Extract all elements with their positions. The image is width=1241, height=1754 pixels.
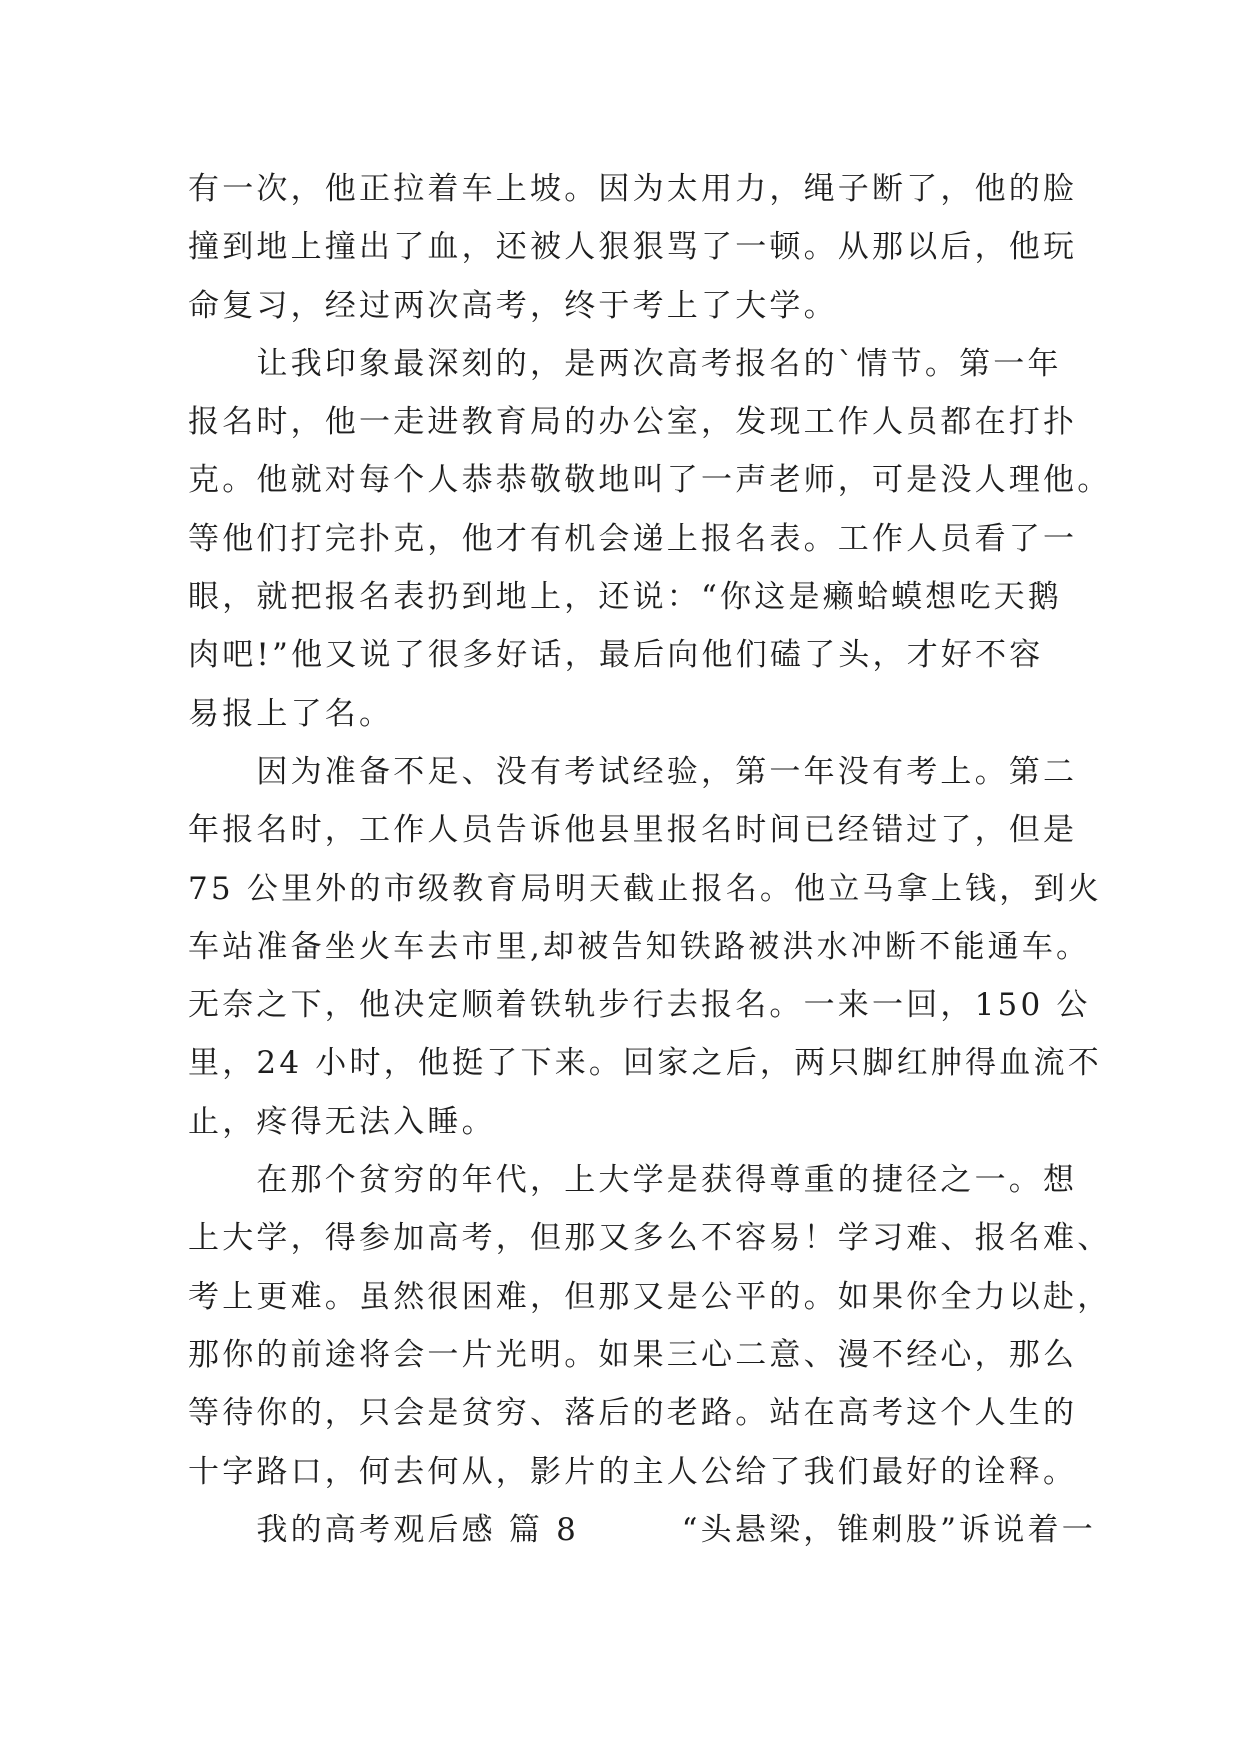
text-line: 那你的前途将会一片光明。如果三心二意、漫不经心，那么: [188, 1336, 1078, 1373]
text-line: 肉吧!”他又说了很多好话，最后向他们磕了头，才好不容: [188, 637, 1044, 674]
text-line: 报名时，他一走进教育局的办公室，发现工作人员都在打扑: [188, 404, 1078, 441]
text-line: 命复习，经过两次高考，终于考上了大学。: [188, 287, 838, 324]
text-line: 眼，就把报名表扔到地上，还说：“你这是癞蛤蟆想吃天鹅: [188, 579, 1063, 616]
text-line: 让我印象最深刻的，是两次高考报名的`情节。第一年: [188, 345, 1062, 382]
text-line: 上大学，得参加高考，但那又多么不容易！学习难、报名难、: [188, 1220, 1112, 1257]
text-line: 考上更难。虽然很困难，但那又是公平的。如果你全力以赴，: [188, 1278, 1112, 1315]
text-line: 等他们打完扑克，他才有机会递上报名表。工作人员看了一: [188, 520, 1078, 557]
text-line: 克。他就对每个人恭恭敬敬地叫了一声老师，可是没人理他。: [188, 462, 1112, 499]
text-line: 等待你的，只会是贫穷、落后的老路。站在高考这个人生的: [188, 1395, 1078, 1432]
text-line: 在那个贫穷的年代，上大学是获得尊重的捷径之一。想: [188, 1162, 1078, 1199]
text-line: 撞到地上撞出了血，还被人狠狠骂了一顿。从那以后，他玩: [188, 229, 1078, 266]
text-line: 车站准备坐火车去市里,却被告知铁路被洪水冲断不能通车。: [188, 928, 1091, 965]
text-line: 止，疼得无法入睡。: [188, 1103, 496, 1140]
text-line: 无奈之下，他决定顺着铁轨步行去报名。一来一回，150 公: [188, 987, 1091, 1024]
document-body: [188, 160, 1112, 1559]
text-line: 里，24 小时，他挺了下来。回家之后，两只脚红肿得血流不: [188, 1045, 1102, 1082]
text-line: 有一次，他正拉着车上坡。因为太用力，绳子断了，他的脸: [188, 171, 1078, 207]
text-line: 十字路口，何去何从，影片的主人公给了我们最好的诠释。: [188, 1453, 1078, 1490]
text-line: 因为准备不足、没有考试经验，第一年没有考上。第二: [188, 753, 1078, 790]
text-line: 年报名时，工作人员告诉他县里报名时间已经错过了，但是: [188, 812, 1078, 849]
text-line: 易报上了名。: [188, 695, 394, 732]
heading-line: 我的高考观后感 篇 8 “头悬梁，锥刺股”诉说着一: [188, 1511, 1096, 1548]
text-line: 75 公里外的市级教育局明天截止报名。他立马拿上钱，到火: [188, 870, 1102, 907]
